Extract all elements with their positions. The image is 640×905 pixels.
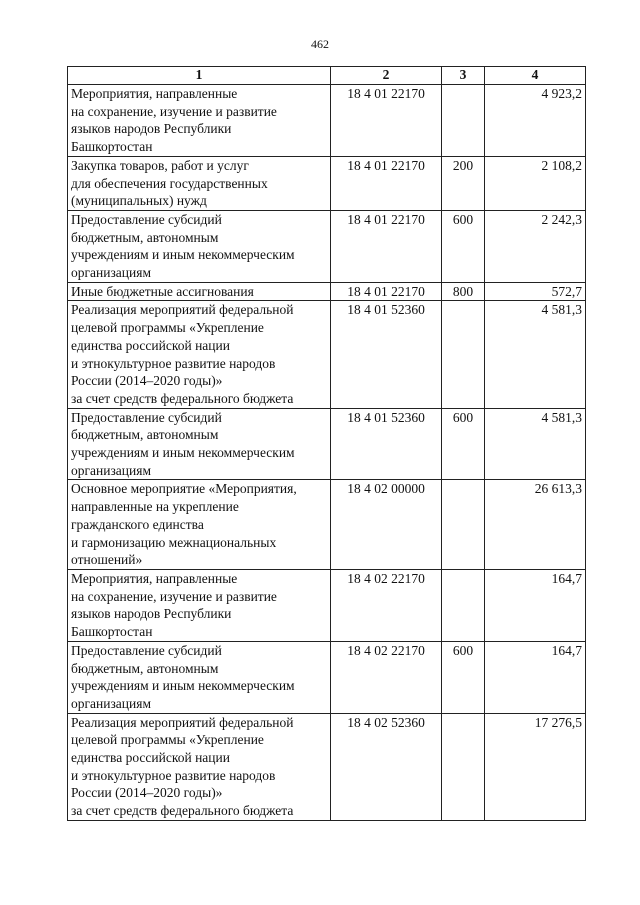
row-amount-cell: 164,7	[485, 569, 586, 641]
table-row	[68, 85, 586, 157]
row-expense-type-cell	[442, 713, 485, 820]
row-amount-cell: 26 613,3	[485, 480, 586, 570]
row-name-cell: Основное мероприятие «Мероприятия, направленные на укрепление гражданского единства и гармонизацию межнациональных отношений»	[68, 480, 331, 570]
page-number: 462	[311, 37, 329, 51]
row-expense-type-cell	[442, 85, 485, 157]
row-code-cell: 18 4 02 52360	[331, 713, 442, 820]
row-amount-cell: 2 242,3	[485, 210, 586, 282]
row-code-cell: 18 4 01 22170	[331, 210, 442, 282]
row-amount-cell: 4 581,3	[485, 301, 586, 408]
row-name-cell: Предоставление субсидий бюджетным, автономным учреждениям и иным некоммерческим организациям	[68, 641, 331, 713]
table-row	[68, 408, 586, 480]
table-row	[68, 569, 586, 641]
row-name-cell: Мероприятия, направленные на сохранение, изучение и развитие языков народов Республики Башкортостан	[68, 85, 331, 157]
row-amount-cell: 4 581,3	[485, 408, 586, 480]
header-col-2: 2	[331, 67, 442, 85]
row-name-cell: Иные бюджетные ассигнования	[68, 282, 331, 301]
table-row	[68, 641, 586, 713]
header-row	[68, 67, 586, 85]
row-expense-type-cell	[442, 480, 485, 570]
header-col-1: 1	[68, 67, 331, 85]
row-expense-type-cell: 600	[442, 210, 485, 282]
row-name-cell: Закупка товаров, работ и услуг для обеспечения государственных (муниципальных) нужд	[68, 156, 331, 210]
row-expense-type-cell	[442, 569, 485, 641]
row-code-cell: 18 4 01 52360	[331, 301, 442, 408]
row-expense-type-cell: 200	[442, 156, 485, 210]
row-amount-cell: 164,7	[485, 641, 586, 713]
row-name-cell: Реализация мероприятий федеральной целевой программы «Укрепление единства российской нации и этнокультурное развитие народов России (2014–2020 годы)» за счет средств федерального бюджета	[68, 713, 331, 820]
row-code-cell: 18 4 02 00000	[331, 480, 442, 570]
header-col-4: 4	[485, 67, 586, 85]
budget-table	[67, 66, 586, 821]
table-row	[68, 480, 586, 570]
row-amount-cell: 17 276,5	[485, 713, 586, 820]
table-row	[68, 713, 586, 820]
table-row	[68, 282, 586, 301]
table-header	[68, 67, 586, 85]
row-expense-type-cell: 600	[442, 408, 485, 480]
table-row	[68, 301, 586, 408]
row-name-cell: Мероприятия, направленные на сохранение, изучение и развитие языков народов Республики Башкортостан	[68, 569, 331, 641]
row-amount-cell: 4 923,2	[485, 85, 586, 157]
row-expense-type-cell: 600	[442, 641, 485, 713]
table-row	[68, 210, 586, 282]
row-code-cell: 18 4 01 52360	[331, 408, 442, 480]
row-name-cell: Реализация мероприятий федеральной целевой программы «Укрепление единства российской нации и этнокультурное развитие народов России (2014–2020 годы)» за счет средств федерального бюджета	[68, 301, 331, 408]
row-code-cell: 18 4 02 22170	[331, 641, 442, 713]
table-row	[68, 156, 586, 210]
row-amount-cell: 2 108,2	[485, 156, 586, 210]
row-expense-type-cell	[442, 301, 485, 408]
table-body	[68, 85, 586, 821]
row-name-cell: Предоставление субсидий бюджетным, автономным учреждениям и иным некоммерческим организациям	[68, 210, 331, 282]
row-amount-cell: 572,7	[485, 282, 586, 301]
row-name-cell: Предоставление субсидий бюджетным, автономным учреждениям и иным некоммерческим организациям	[68, 408, 331, 480]
row-code-cell: 18 4 02 22170	[331, 569, 442, 641]
header-col-3: 3	[442, 67, 485, 85]
row-expense-type-cell: 800	[442, 282, 485, 301]
row-code-cell: 18 4 01 22170	[331, 85, 442, 157]
row-code-cell: 18 4 01 22170	[331, 282, 442, 301]
row-code-cell: 18 4 01 22170	[331, 156, 442, 210]
